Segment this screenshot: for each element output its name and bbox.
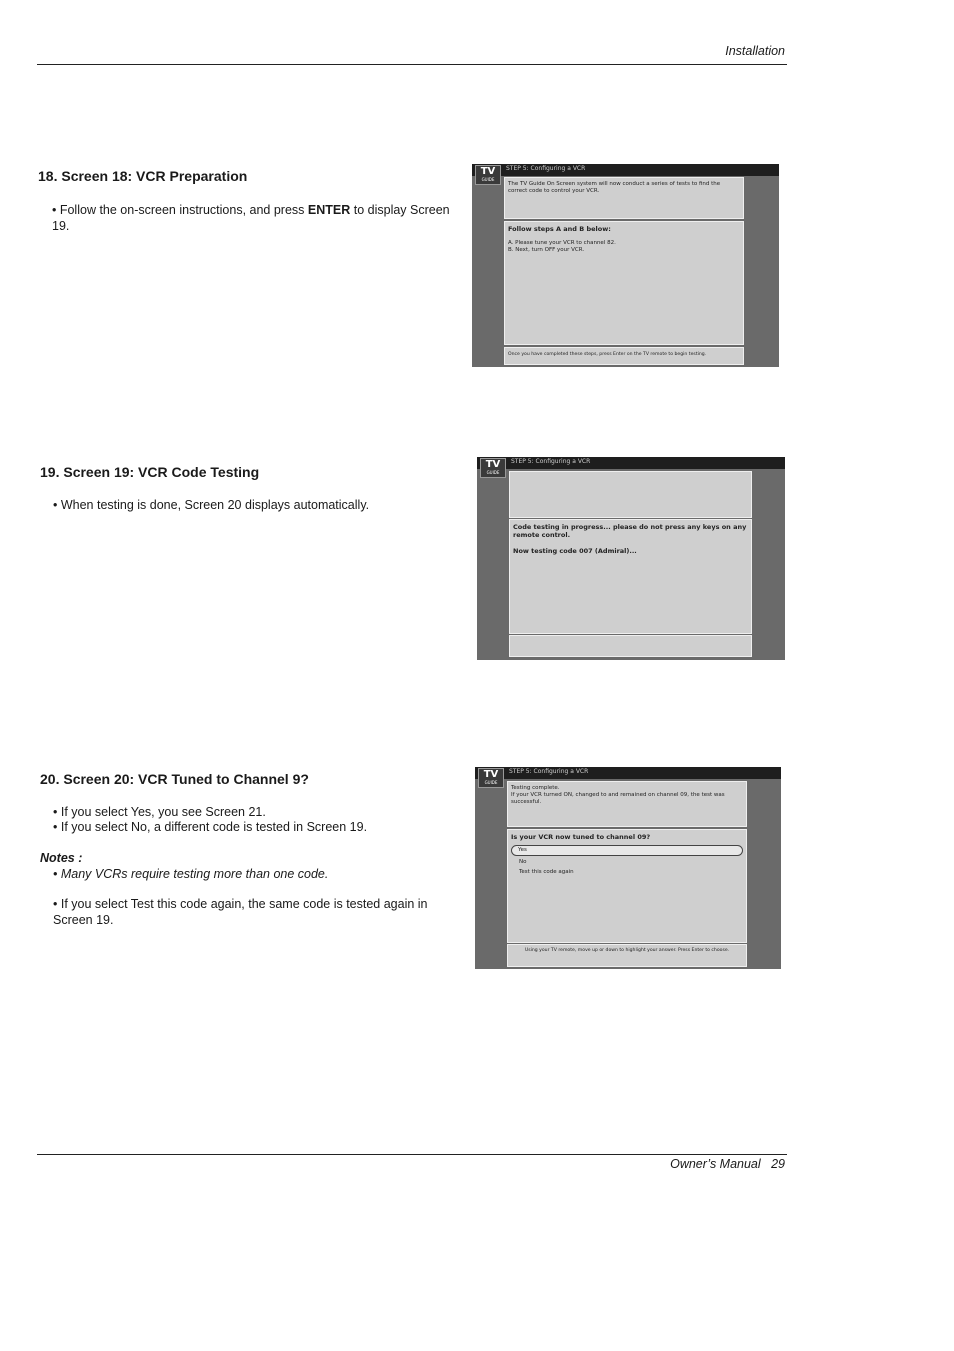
running-footer: Owner’s Manual 29 — [670, 1157, 785, 1171]
section-title-19: 19. Screen 19: VCR Code Testing — [40, 464, 260, 480]
section-18-bullet: • Follow the on-screen instructions, and press ENTER to display Screen 19. — [52, 203, 450, 233]
screen-19-image: STEP 5: Configuring a VCR TV GUIDE Code testing in progress... please do not press any keys on any remote control. Now testing code 007 (Admiral)... — [477, 457, 785, 660]
screen-20-image: STEP 5: Configuring a VCR TV GUIDE Testing complete. If your VCR turned ON, changed to and remained on channel 09, the test was successful. Is your VCR now tuned to channel 09? Yes No Test this code again Using your TV remote, move up or down to highlight your answer. Press Enter to choose. — [475, 767, 781, 969]
running-header: Installation — [725, 44, 785, 58]
tv-guide-logo-icon: TV GUIDE — [475, 165, 501, 185]
section-title-18: 18. Screen 18: VCR Preparation — [38, 168, 248, 184]
screen-18-image: STEP 5: Configuring a VCR TV GUIDE The TV Guide On Screen system will now conduct a series of tests to find the correct code to control your VCR. Follow steps A and B below: A. Please tune your VCR to channel 82. B. Next, turn OFF your VCR. Once you have completed these steps, press Enter on the TV remote to begin testing. — [472, 164, 779, 367]
tv-guide-logo-icon: TV GUIDE — [480, 458, 506, 478]
section-20-bullet-no: • If you select No, a different code is tested in Screen 19. — [53, 820, 368, 834]
tv-guide-logo-icon: TV GUIDE — [478, 768, 504, 788]
option-no: No — [519, 859, 527, 865]
header-rule — [37, 64, 787, 65]
option-test-again: Test this code again — [519, 869, 574, 875]
section-19-bullet: • When testing is done, Screen 20 displays automatically. — [53, 498, 370, 512]
option-yes: Yes — [511, 845, 743, 856]
note-many-vcrs: • Many VCRs require testing more than one code. — [53, 867, 329, 881]
notes-label: Notes : — [40, 851, 83, 865]
note-test-again: • If you select Test this code again, the same code is tested again in Screen 19. — [53, 897, 428, 927]
footer-rule — [37, 1154, 787, 1155]
section-title-20: 20. Screen 20: VCR Tuned to Channel 9? — [40, 771, 309, 787]
section-20-bullet-yes: • If you select Yes, you see Screen 21. — [53, 805, 266, 819]
